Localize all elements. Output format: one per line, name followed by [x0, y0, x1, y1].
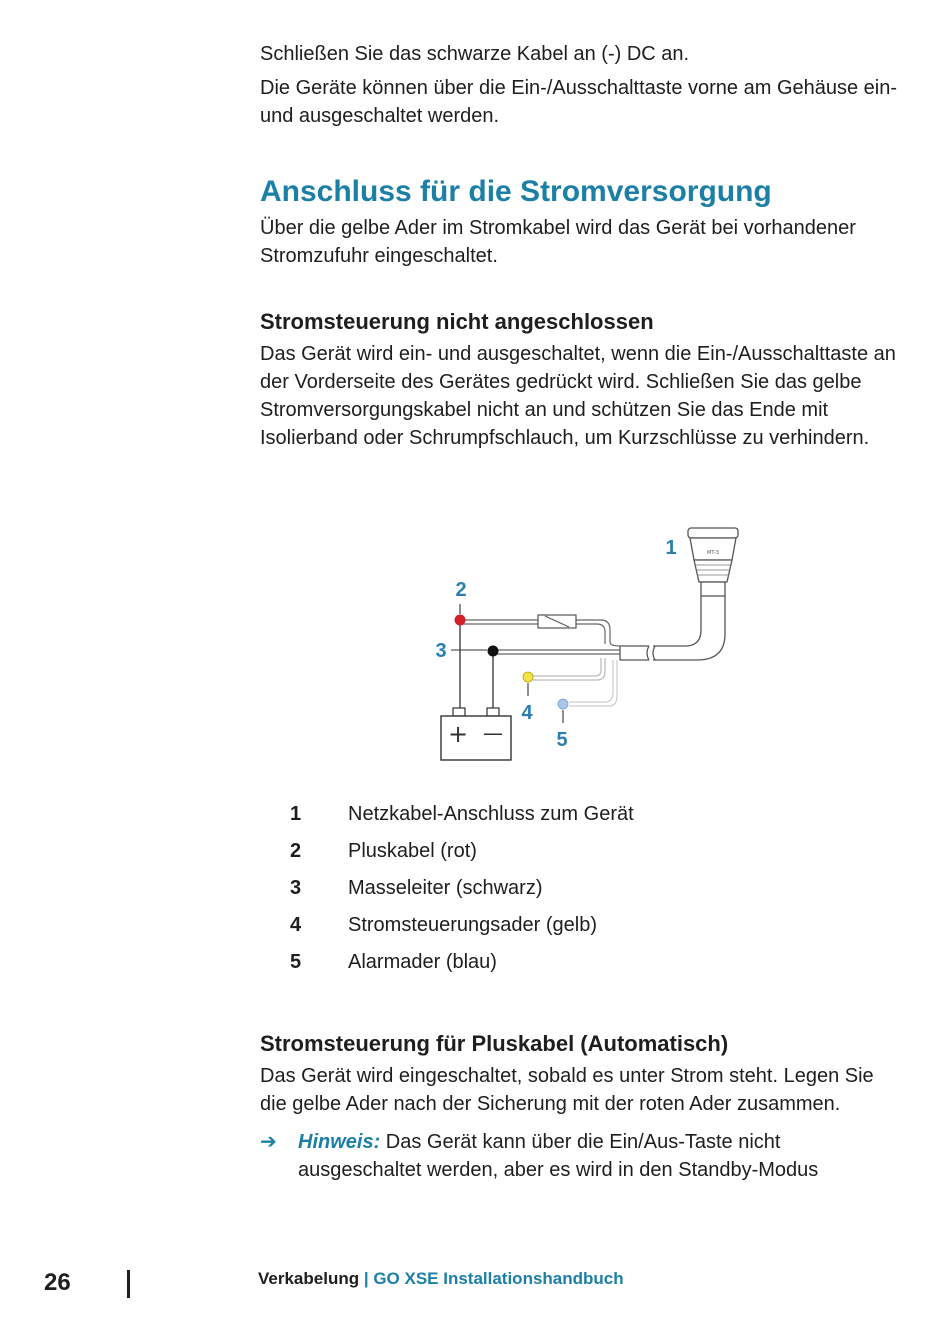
section-paragraph: Über die gelbe Ader im Stromkabel wird das Gerät bei vorhandener Stromzufuhr eingeschaltet. [260, 217, 856, 267]
battery-plus-label: + [447, 720, 469, 748]
legend-number: 1 [290, 803, 302, 825]
yellow-wire [533, 658, 605, 680]
blue-terminal-dot [558, 699, 568, 709]
wiring-diagram [405, 520, 765, 770]
arrow-right-icon: ➔ [260, 1131, 277, 1153]
legend-number: 3 [290, 877, 302, 899]
page-content-lower [260, 1030, 900, 1184]
battery [441, 708, 511, 760]
callout-5: 5 [556, 729, 568, 751]
subsection-heading-1: Stromsteuerung nicht angeschlossen [260, 309, 654, 334]
footer-label [258, 1266, 624, 1292]
page-content [260, 40, 900, 458]
note-body [298, 1128, 900, 1184]
subsection-paragraph-1: Das Gerät wird ein- und ausgeschaltet, wenn die Ein-/Ausschalttaste an der Vorderseite des Gerätes gedrückt wird. Schließen Sie das gelbe Stromversorgungskabel nicht an und schützen Sie das Ende mit Isolierband oder Schrumpfschlauch, um Kurzschlüsse zu verhindern. [260, 343, 896, 449]
legend-number: 5 [290, 951, 302, 973]
legend-number: 4 [290, 914, 302, 936]
svg-text:MT-3: MT-3 [707, 550, 719, 556]
legend-item [280, 911, 634, 948]
legend-text: Netzkabel-Anschluss zum Gerät [348, 803, 634, 825]
blue-wire [569, 660, 617, 706]
red-wire [460, 615, 620, 646]
legend-item [280, 948, 634, 985]
callout-2: 2 [455, 579, 467, 601]
black-terminal-dot [488, 646, 499, 657]
legend-item [280, 874, 634, 911]
intro-paragraph-1: Schließen Sie das schwarze Kabel an (-) DC an. [260, 43, 690, 65]
footer-divider [127, 1270, 130, 1298]
diagram-legend [280, 800, 634, 985]
note-label: Hinweis: [298, 1131, 381, 1153]
page-footer [0, 1266, 950, 1300]
footer-section: Verkabelung [258, 1269, 360, 1288]
footer-title: GO XSE Installationshandbuch [373, 1269, 624, 1288]
legend-item [280, 800, 634, 837]
intro-paragraph-2: Die Geräte können über die Ein-/Ausschalttaste vorne am Gehäuse ein- und ausgeschaltet werden. [260, 77, 898, 127]
power-connector [620, 528, 738, 660]
legend-text: Pluskabel (rot) [348, 840, 477, 862]
note-block [260, 1128, 900, 1184]
callout-1: 1 [665, 537, 677, 559]
legend-item [280, 837, 634, 874]
legend-text: Masseleiter (schwarz) [348, 877, 543, 899]
black-wire [493, 650, 620, 654]
footer-separator: | [359, 1269, 374, 1288]
legend-text: Stromsteuerungsader (gelb) [348, 914, 598, 936]
page-number: 26 [44, 1269, 71, 1296]
subsection-heading-2: Stromsteuerung für Pluskabel (Automatisch) [260, 1031, 729, 1056]
callout-3: 3 [435, 640, 447, 662]
section-heading: Anschluss für die Stromversorgung [260, 175, 772, 208]
yellow-terminal-dot [523, 672, 533, 682]
legend-text: Alarmader (blau) [348, 951, 497, 973]
legend-number: 2 [290, 840, 302, 862]
red-terminal-dot [455, 615, 466, 626]
subsection-paragraph-2: Das Gerät wird eingeschaltet, sobald es unter Strom steht. Legen Sie die gelbe Ader nach der Sicherung mit der roten Ader zusammen. [260, 1065, 874, 1115]
callout-4: 4 [521, 702, 533, 724]
battery-minus-label: — [483, 721, 503, 745]
note-text: Das Gerät kann über die Ein/Aus-Taste nicht ausgeschaltet werden, aber es wird in den Standby-Modus [298, 1131, 819, 1181]
